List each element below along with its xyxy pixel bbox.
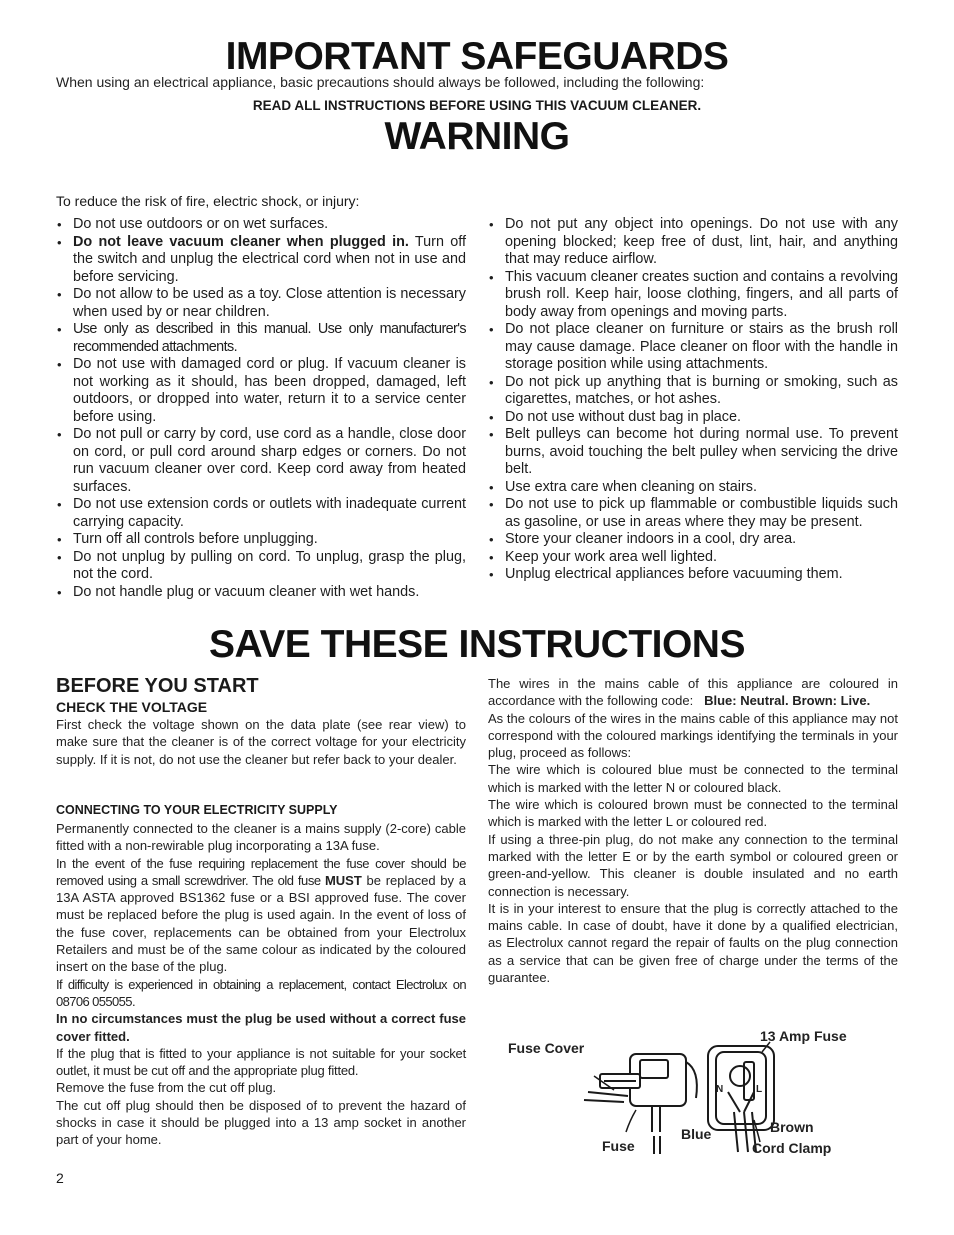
page-number: 2 (56, 1170, 64, 1186)
list-item: • Do not pull or carry by cord, use cord as a handle, close door on cord, or pull cord around sharp edges or corners. Do not run vacuum cleaner over cord. Keep cord away from heated surfaces. (56, 426, 466, 496)
paragraph: If using a three-pin plug, do not make any connection to the terminal marked with the letter E or by the earth symbol or coloured green or green-and-yellow. This cleaner is double insulated and no earth connection is necessary. (488, 831, 898, 899)
paragraph: It is in your interest to ensure that the plug is correctly attached to the mains cable. In case of doubt, have it done by a qualified electrician, as Electrolux cannot regard the repair of faults on the plug connection as a service that can be given free of charge under the terms of the guarantee. (488, 900, 898, 986)
reduce-risk-text: To reduce the risk of fire, electric shock, or injury: (56, 193, 360, 209)
label-fuse-cover: Fuse Cover (508, 1040, 585, 1056)
list-item: • Do not use with damaged cord or plug. If vacuum cleaner is not working as it should, has been dropped, damaged, left outdoors, or dropped into water, return it to a service center before using. (56, 356, 466, 426)
list-item: • Do not place cleaner on furniture or stairs as the brush roll may cause damage. Place cleaner on floor with the handle in storage position while using attachments. (488, 321, 898, 374)
paragraph: The cut off plug should then be disposed of to prevent the hazard of shocks in case it should be plugged into a 13 amp socket in another part of your home. (56, 1097, 466, 1148)
label-fuse: Fuse (602, 1138, 635, 1154)
plug-diagram (504, 1022, 884, 1162)
paragraph: The wires in the mains cable of this appliance are coloured in accordance with the following code: Blue: Neutral. Brown: Live. (488, 676, 898, 709)
paragraph: If the plug that is fitted to your appliance is not suitable for your socket outlet, it must be cut off and the appropriate plug fitted. (56, 1045, 466, 1079)
wiring-text (488, 675, 898, 986)
fuse-cover-warning: In no circumstances must the plug be used without a correct fuse cover fitted. (56, 1011, 466, 1044)
label-blue: Blue (681, 1126, 712, 1142)
label-l-terminal: L (756, 1084, 763, 1095)
save-instructions-title: SAVE THESE INSTRUCTIONS (208, 623, 745, 666)
paragraph: The wire which is coloured brown must be connected to the terminal which is marked with the letter L or coloured red. (488, 797, 898, 830)
list-item: • Do not put any object into openings. Do not use with any opening blocked; keep free of dust, lint, hair, and anything that may reduce airflow. (488, 216, 898, 269)
paragraph: The wire which is coloured blue must be connected to the terminal which is marked with the letter N or coloured black. (488, 762, 898, 795)
label-n-terminal: N (716, 1084, 724, 1095)
intro-text: When using an electrical appliance, basic precautions should always be followed, including the following: (56, 74, 705, 90)
list-item: • Do not pick up anything that is burning or smoking, such as cigarettes, matches, or hot ashes. (488, 374, 898, 409)
paragraph: Permanently connected to the cleaner is a mains supply (2-core) cable fitted with a non-rewirable plug incorporating a 13A fuse. (56, 821, 466, 854)
list-item: • This vacuum cleaner creates suction and contains a revolving brush roll. Keep hair, loose clothing, fingers, and all parts of body away from openings and moving parts. (488, 269, 898, 322)
list-item: • Do not use without dust bag in place. (488, 409, 898, 427)
paragraph: If difficulty is experienced in obtaining a replacement, contact Electrolux on 08706 055055. (56, 976, 466, 1009)
label-cord-clamp: Cord Clamp (752, 1140, 832, 1156)
must-emphasis: MUST (324, 872, 362, 888)
paragraph: Remove the fuse from the cut off plug. (56, 1080, 277, 1096)
list-item: • Do not allow to be used as a toy. Close attention is necessary when used by or near children. (56, 286, 466, 321)
list-item: • Do not leave vacuum cleaner when plugged in. Turn off the switch and unplug the electrical cord when not in use and before servicing. (56, 234, 466, 287)
list-item: • Unplug electrical appliances before vacuuming them. (488, 566, 898, 584)
list-item: • Turn off all controls before unplugging. (56, 531, 466, 549)
connecting-text (56, 820, 466, 1149)
list-item: • Do not handle plug or vacuum cleaner with wet hands. (56, 584, 466, 602)
list-item: • Do not use to pick up flammable or combustible liquids such as gasoline, or use in areas where they may be present. (488, 496, 898, 531)
check-voltage-heading: CHECK THE VOLTAGE (56, 699, 208, 715)
connecting-heading: CONNECTING TO YOUR ELECTRICITY SUPPLY (56, 803, 338, 817)
before-you-start-heading: BEFORE YOU START (56, 675, 259, 697)
read-all-instructions: READ ALL INSTRUCTIONS BEFORE USING THIS VACUUM CLEANER. (252, 98, 702, 113)
list-item: • Do not use outdoors or on wet surfaces. (56, 216, 466, 234)
paragraph: In the event of the fuse requiring replacement the fuse cover should be removed using a small screwdriver. The old fuse MUST be replaced by a 13A ASTA approved BS1362 fuse or a BSI approved fuse. The cover must be replaced before the plug is used again. In the event of loss of the fuse cover, replacements can be obtained from your Electrolux Retailers and must be of the same colour as indicated by the coloured insert on the base of the plug. (56, 855, 467, 975)
list-item: • Store your cleaner indoors in a cool, dry area. (488, 531, 898, 549)
list-item: • Keep your work area well lighted. (488, 549, 898, 567)
warning-title: WARNING (384, 115, 570, 158)
label-13-amp-fuse: 13 Amp Fuse (760, 1028, 847, 1044)
paragraph: As the colours of the wires in the mains cable of this appliance may not correspond with the coloured markings identifying the terminals in your plug, proceed as follows: (488, 710, 898, 761)
list-item: • Use only as described in this manual. Use only manufacturer's recommended attachments. (56, 321, 466, 356)
safeguards-title: IMPORTANT SAFEGUARDS (225, 35, 729, 78)
check-voltage-text: First check the voltage shown on the data plate (see rear view) to make sure that the cleaner is of the correct voltage for your electricity supply. If it is not, do not use the cleaner but refer back to your dealer. (56, 717, 466, 767)
list-item: • Belt pulleys can become hot during normal use. To prevent burns, avoid touching the belt pulley when servicing the drive belt. (488, 426, 898, 479)
label-brown: Brown (770, 1119, 814, 1135)
list-item: • Use extra care when cleaning on stairs. (488, 479, 898, 497)
bold-lead: Do not leave vacuum cleaner when plugged in. (73, 233, 409, 250)
list-item: • Do not unplug by pulling on cord. To unplug, grasp the plug, not the cord. (56, 549, 466, 584)
list-item: • Do not use extension cords or outlets with inadequate current carrying capacity. (56, 496, 466, 531)
left-safety-list (56, 216, 466, 601)
wire-color-code: Blue: Neutral. Brown: Live. (704, 693, 871, 709)
right-safety-list (488, 216, 898, 584)
